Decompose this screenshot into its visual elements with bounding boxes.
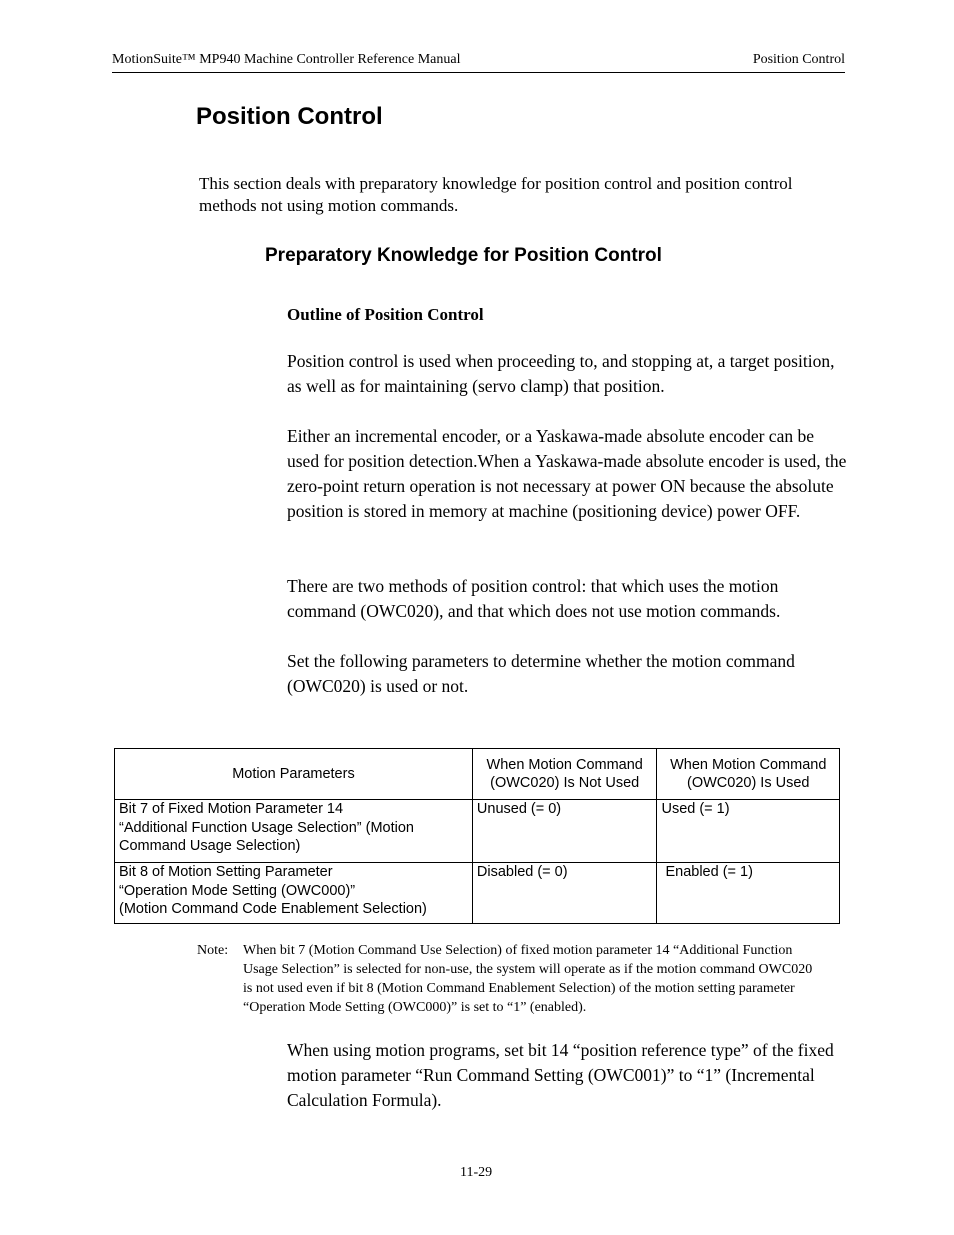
page-number: 11-29 [460,1165,493,1180]
running-header [112,52,845,72]
parameter-line: Bit 8 of Motion Setting Parameter [119,864,333,880]
body-paragraph: Set the following parameters to determine whether the motion command (OWC020) is used or not. [287,651,795,696]
motion-parameters-table [114,748,840,924]
header-rule [112,72,845,73]
parameter-line: Bit 7 of Fixed Motion Parameter 14 [119,801,344,817]
parameter-line: (Motion Command Code Enablement Selection) [119,901,427,917]
table-row [115,800,840,863]
body-paragraph: Either an incremental encoder, or a Yaskawa-made absolute encoder can be used for position detection.When a Yaskawa-made absolute encoder is used, the zero-point return operation is not necessary at power ON because the absolute position is stored in memory at machine (positioning device) power OFF. [287,426,847,521]
parameter-cell [115,800,473,863]
used-value: Enabled (= 1) [657,863,840,924]
body-paragraph: There are two methods of position control: that which uses the motion command (OWC020), and that which does not use motion commands. [287,576,781,621]
outline-title: Outline of Position Control [287,305,484,324]
note-label: Note: [197,943,229,958]
table-header-row [115,749,840,800]
used-value: Used (= 1) [657,800,840,863]
table-row [115,863,840,924]
section-title: Position Control [196,103,383,130]
manual-title: MotionSuite™ MP940 Machine Controller Reference Manual [112,52,461,67]
not-used-value: Disabled (= 0) [472,863,657,924]
parameter-line: “Operation Mode Setting (OWC000)” [119,882,356,899]
header-section-name: Position Control [752,52,845,67]
not-used-value: Unused (= 0) [472,800,657,863]
intro-paragraph: This section deals with preparatory knowledge for position control and position control methods not using motion commands. [199,174,793,215]
header-motion-parameters: Motion Parameters [115,749,473,800]
header-used: When Motion Command (OWC020) Is Used [657,749,840,800]
parameter-cell [115,863,473,924]
parameter-line: “Additional Function Usage Selection” (Motion Command Usage Selection) [119,819,414,854]
header-not-used: When Motion Command (OWC020) Is Not Used [472,749,657,800]
subsection-title: Preparatory Knowledge for Position Control [265,245,662,266]
body-paragraph: Position control is used when proceeding to, and stopping at, a target position, as well as for maintaining (servo clamp) that position. [287,351,835,396]
note-text: When bit 7 (Motion Command Use Selection) of fixed motion parameter 14 “Additional Function Usage Selection” is selected for non-use, the system will operate as if the motion command OWC020 is not used even if bit 8 (Motion Command Enablement Selection) of the motion setting parameter “Operation Mode Setting (OWC000)” is set to “1” (enabled). [243,943,813,1015]
closing-paragraph: When using motion programs, set bit 14 “position reference type” of the fixed motion parameter “Run Command Setting (OWC001)” to “1” (Incremental Calculation Formula). [287,1040,834,1110]
